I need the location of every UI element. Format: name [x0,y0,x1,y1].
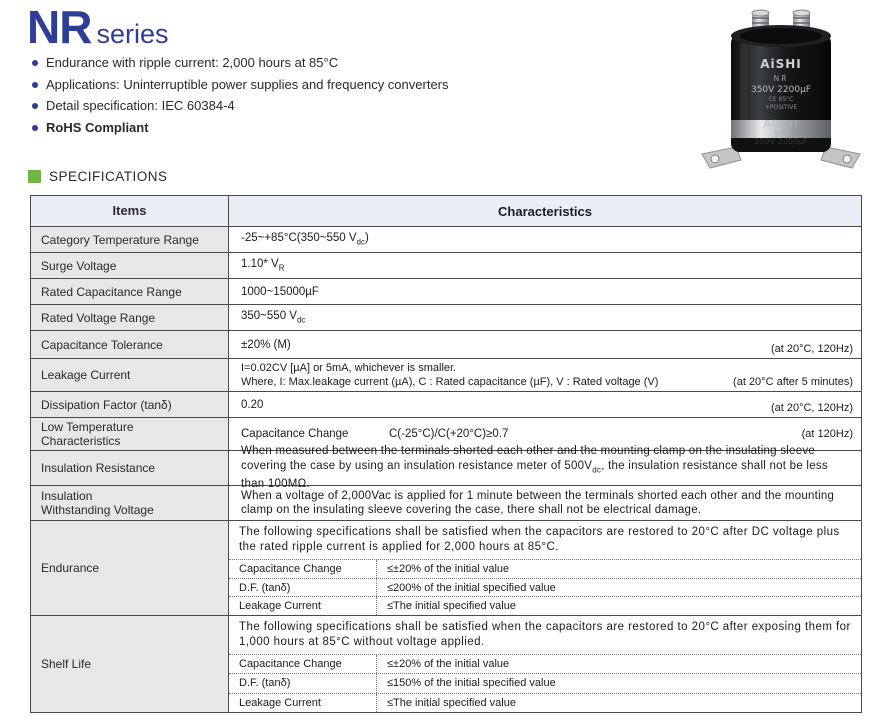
item-label: Rated Capacitance Range [31,279,229,304]
row-leakage-current [31,358,861,391]
bullet-dot-icon [32,60,38,66]
row-endurance [31,520,861,615]
bullet-dot-icon [32,82,38,88]
value-text: 350~550 $V_{dc}$ [241,310,306,325]
item-label-line2: Withstanding Voltage [41,503,154,517]
spec-value: ≤The initial specified value [387,600,516,613]
bullet-endurance [32,52,449,74]
characteristics-cell [229,521,861,615]
bullet-text: Applications: Uninterruptible power supplies and frequency converters [46,76,449,92]
specifications-section-header [28,169,168,184]
characteristics-cell [229,227,861,252]
section-title: SPECIFICATIONS [49,169,168,184]
bullet-text: RoHS Compliant [46,119,149,135]
bullet-dot-icon [32,103,38,109]
series-mark-reflection: NR [774,129,788,137]
endurance-spec-row [229,560,861,579]
item-label: Shelf Life [31,616,229,712]
endurance-spec-row [229,579,861,598]
series-name: NR [27,1,92,53]
rating-mark-text: 350V 2200µF [750,85,812,95]
value-text: 1.10* $V_R$ [241,258,285,273]
brand-text: AiSHI [760,57,802,71]
bullet-detail-spec [32,95,449,117]
formula-line: I=0.02CV [µA] or 5mA, whichever is smaller. [241,362,457,374]
item-label: Surge Voltage [31,253,229,278]
spec-value: ≤The initial specified value [387,696,516,709]
item-label: Category Temperature Range [31,227,229,252]
condition-note: (at 120Hz) [801,428,853,440]
series-mark-text: NR [773,74,789,83]
feature-bullet-list [32,52,449,138]
spec-name: D.F. (tanδ) [229,579,377,597]
characteristics-cell [229,445,861,491]
endurance-intro-text: The following specifications shall be satisfied when the capacitors are restored to 20°C after DC voltage plus the rated ripple current is applied for 2,000 hours at 85°C. [229,521,861,560]
item-label [31,486,229,520]
row-surge-voltage [31,252,861,278]
spec-value: ≤±20% of the initial value [387,658,510,671]
shelf-life-spec-row [229,674,861,693]
row-insulation-resistance [31,445,861,491]
characteristics-cell [229,486,861,520]
shelf-life-spec-row [229,655,861,674]
bullet-text: Endurance with ripple current: 2,000 hours at 85°C [46,55,339,70]
specifications-table [30,195,862,713]
item-label-line1: Insulation [41,489,93,503]
brand-text-reflection: AiSHI [763,119,799,130]
value-text: C(-25°C)/C(+20°C)≥0.7 [389,428,509,440]
characteristics-cell [229,305,861,330]
characteristics-cell [229,359,861,391]
item-label: Leakage Current [31,359,229,391]
section-square-icon [28,170,41,183]
item-label-line1: Low Temperature [41,420,134,434]
spec-value: ≤150% of the initial specified value [387,677,556,690]
capacitor-product-image [696,4,866,174]
header-characteristics: Characteristics [229,196,861,226]
subscript: R [278,263,285,273]
spec-name: Capacitance Change [229,560,377,578]
value-text: ±20% (M) [241,338,291,351]
bullet-rohs [32,117,449,139]
row-rated-voltage-range [31,304,861,330]
sub-item-label: Capacitance Change [241,428,349,440]
bullet-dot-icon [32,125,38,131]
spec-name: Leakage Current [229,597,377,615]
table-header-row [31,196,861,226]
characteristics-cell [229,392,861,417]
item-label: Endurance [31,521,229,615]
row-category-temperature-range [31,226,861,252]
header-items: Items [31,196,229,226]
series-suffix: series [96,19,169,49]
item-label [31,418,229,450]
description-text: When a voltage of 2,000Vac is applied for 1 minute between the terminals shorted each other and the mounting clamp on the insulating sleeve covering the case, there shall not be electrical damage. [241,489,835,516]
shelf-life-spec-row [229,694,861,712]
condition-note: (at 20°C, 120Hz) [770,343,853,355]
polarity-mark-text: +POSITIVE [764,104,798,111]
rating-mark-reflection: 350V 2200µF [754,137,808,146]
definition-line [241,375,853,389]
subscript: dc [356,237,365,247]
bullet-text: Detail specification: IEC 60384-4 [46,98,235,113]
shelf-life-intro-text: The following specifications shall be satisfied when the capacitors are restored to 20°C after exposing them for 1,000 hours at 85°C without voltage applied. [229,616,861,655]
value-text: 1000~15000µF [241,285,319,298]
spec-name: Leakage Current [229,694,377,712]
subscript: dc [592,464,602,474]
row-shelf-life [31,615,861,712]
definition-text: Where, I: Max.leakage current (µA), C : Rated capacitance (µF), V : Rated voltage (V) [241,376,659,388]
endurance-spec-row [229,597,861,615]
row-rated-capacitance-range [31,278,861,304]
row-capacitance-tolerance [31,330,861,358]
characteristics-cell [229,253,861,278]
item-label-line2: Characteristics [41,434,121,448]
item-label: Capacitance Tolerance [31,331,229,358]
value-text: -25~+85°C(350~550 $V_{dc}$) [241,232,369,247]
item-label: Insulation Resistance [31,451,229,485]
subscript: dc [296,315,306,325]
description-text: When measured between the terminals shorted each other and the mounting clamp on the insulating sleeve covering the case by using an insulation resistance meter of $500V_{dc}$, the insulation resistance shall not be less than 100MΩ. [241,445,828,491]
characteristics-cell [229,616,861,712]
page-title [27,1,169,53]
item-label: Dissipation Factor (tanδ) [31,392,229,417]
bullet-applications [32,74,449,96]
item-label: Rated Voltage Range [31,305,229,330]
spec-value: ≤200% of the initial specified value [387,581,556,594]
condition-note: (at 20°C after 5 minutes) [733,376,853,388]
spec-name: D.F. (tanδ) [229,674,377,692]
spec-name: Capacitance Change [229,655,377,673]
value-text: 0.20 [241,398,264,411]
spec-value: ≤±20% of the initial value [387,562,510,575]
row-dissipation-factor [31,391,861,417]
temp-mark-text: CE 85°C [768,96,794,103]
condition-note: (at 20°C, 120Hz) [770,402,853,414]
characteristics-cell [229,279,861,304]
characteristics-cell [229,331,861,358]
row-insulation-withstanding-voltage [31,485,861,520]
capacitor-body [731,25,831,152]
